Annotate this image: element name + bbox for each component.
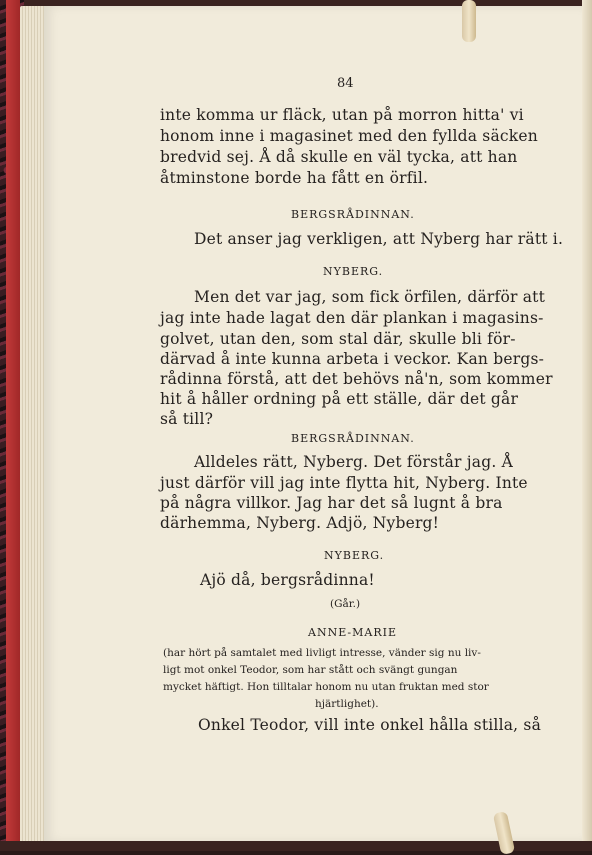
- stage-direction: mycket häftigt. Hon tilltalar honom nu utan fruktan med stor: [163, 681, 489, 693]
- stage-direction: ligt mot onkel Teodor, som har stått och svängt gungan: [163, 664, 458, 676]
- text-line: på några villkor. Jag har det så lugnt å bra: [160, 494, 503, 512]
- text-line: hit å håller ordning på ett ställe, där det går: [160, 390, 519, 408]
- text-line: därhemma, Nyberg. Adjö, Nyberg!: [160, 514, 440, 532]
- speaker-name: NYBERG.: [323, 265, 384, 278]
- text-line: Det anser jag verkligen, att Nyberg har rätt i.: [194, 230, 564, 248]
- stage-direction: hjärtlighet).: [315, 698, 379, 710]
- text-line: inte komma ur fläck, utan på morron hitta' vi: [160, 106, 524, 124]
- text-line: därvad å inte kunna arbeta i veckor. Kan bergs-: [160, 350, 545, 368]
- speaker-name: BERGSRÅDINNAN.: [291, 432, 415, 445]
- speaker-name: NYBERG.: [324, 549, 385, 562]
- text-line: honom inne i magasinet med den fyllda säcken: [160, 127, 538, 145]
- book-cover-edge: [6, 0, 20, 851]
- page-right-edge: [582, 0, 592, 851]
- text-line: Men det var jag, som fick örfilen, därför att: [194, 288, 546, 306]
- text-line: rådinna förstå, att det behövs nå'n, som kommer: [160, 370, 553, 388]
- text-line: jag inte hade lagat den där plankan i magasins-: [160, 309, 544, 327]
- text-line: bredvid sej. Å då skulle en väl tycka, att han: [160, 148, 518, 166]
- bookmark-ribbon-top: [462, 0, 476, 42]
- text-line: just därför vill jag inte flytta hit, Nyberg. Inte: [160, 474, 528, 492]
- text-line: så till?: [160, 410, 214, 428]
- speaker-name: BERGSRÅDINNAN.: [291, 208, 415, 221]
- text-line: golvet, utan den, som stal där, skulle bli för-: [160, 330, 516, 348]
- text-line: åtminstone borde ha fått en örfil.: [160, 169, 429, 187]
- text-line: Onkel Teodor, vill inte onkel hålla stilla, så: [198, 716, 542, 734]
- speaker-name: ANNE-MARIE: [308, 626, 398, 639]
- text-line: Ajö då, bergsrådinna!: [200, 571, 375, 589]
- stage-direction: (har hört på samtalet med livligt intresse, vänder sig nu liv-: [163, 647, 481, 659]
- text-line: Alldeles rätt, Nyberg. Det förstår jag. Å: [194, 453, 513, 471]
- stage-direction: (Går.): [330, 598, 361, 610]
- page-number: 84: [337, 76, 354, 91]
